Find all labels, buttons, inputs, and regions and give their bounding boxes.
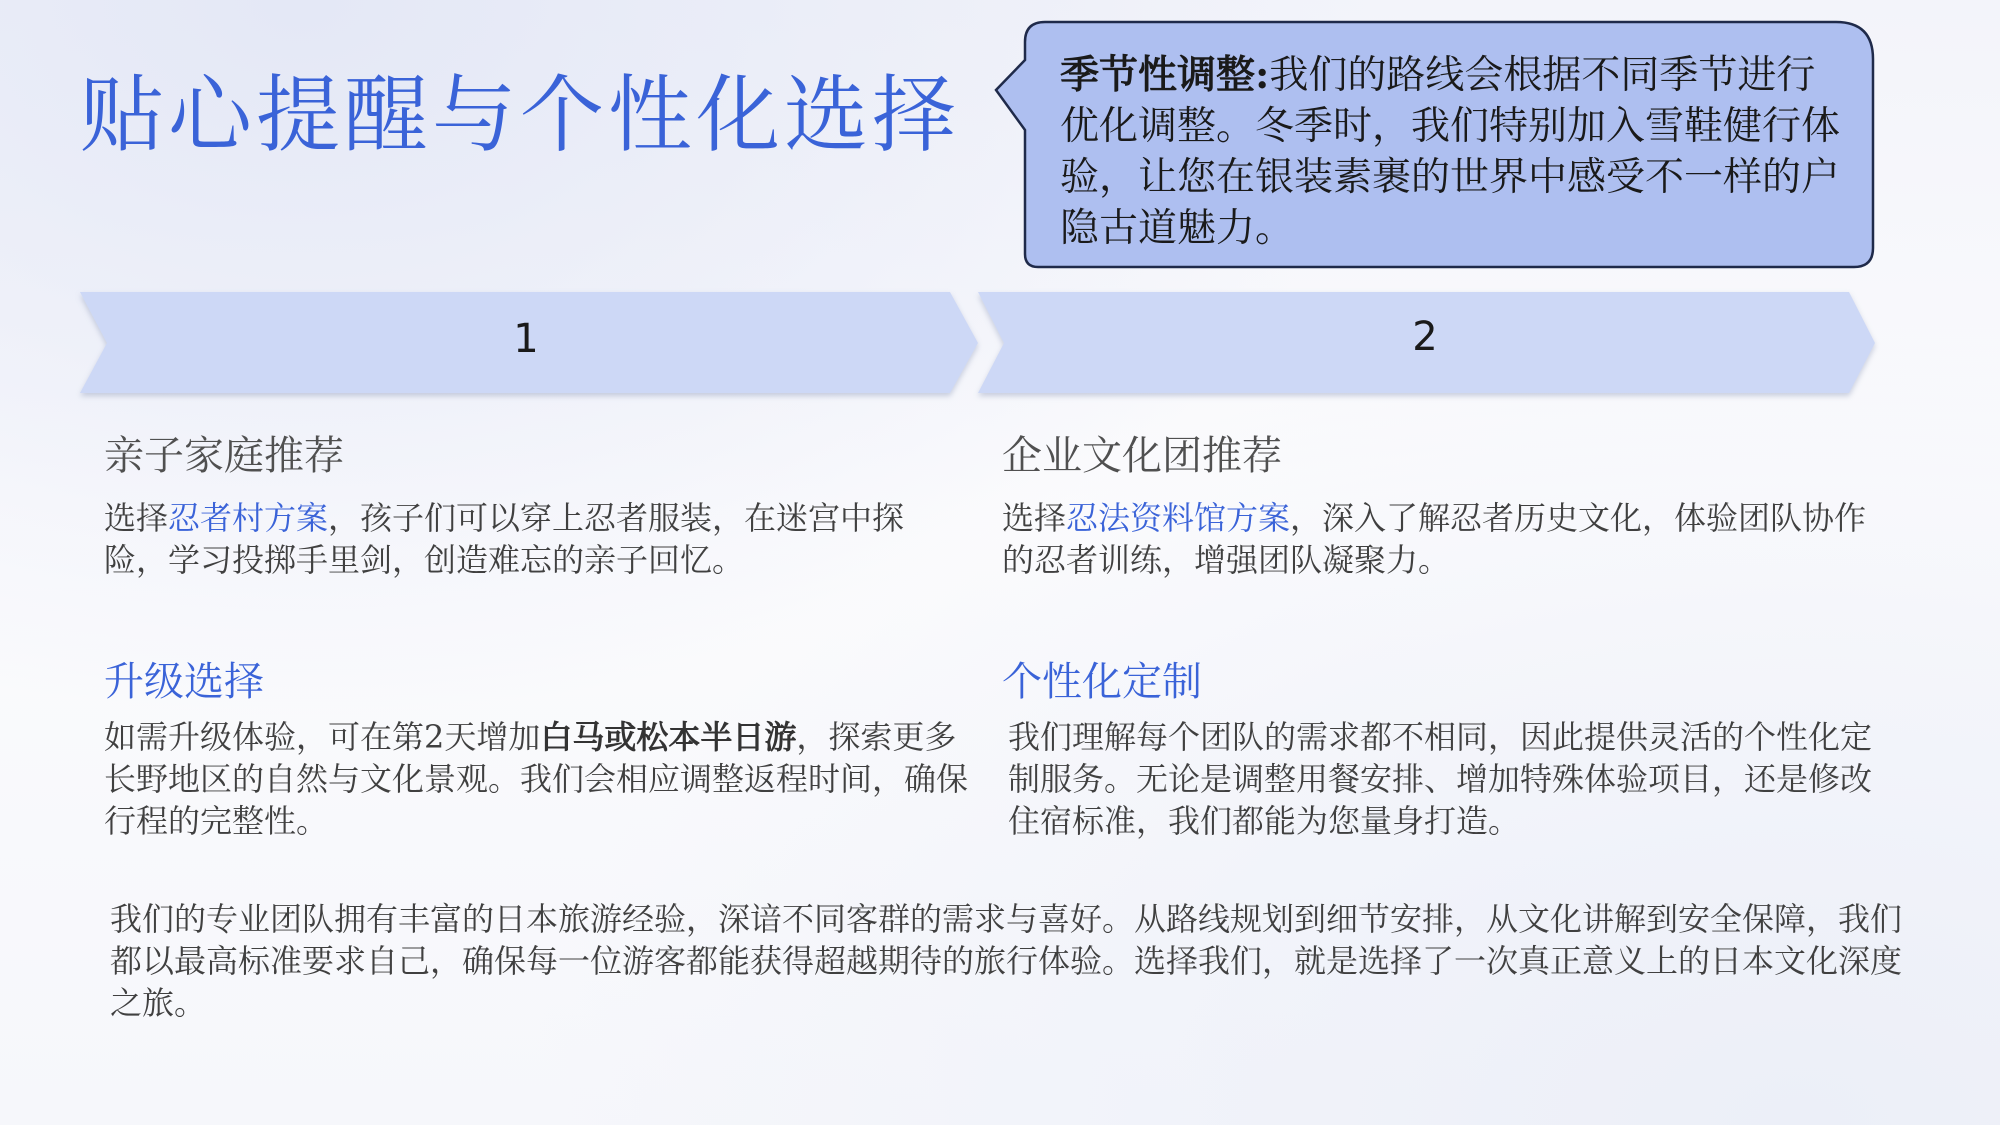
upgrade-text — [104, 716, 974, 842]
upgrade-bold-option: 白马或松本半日游 — [540, 718, 797, 756]
corporate-recommendation-heading: 企业文化团推荐 — [1002, 433, 1282, 479]
family-text-before: 选择 — [104, 499, 169, 537]
upgrade-heading: 升级选择 — [104, 659, 264, 705]
corporate-recommendation-text — [1002, 497, 1882, 581]
footer-paragraph: 我们的专业团队拥有丰富的日本旅游经验，深谙不同客群的需求与喜好。从路线规划到细节安排，从文化讲解到安全保障，我们都以最高标准要求自己，确保每一位游客都能获得超越期待的旅行体验。选择我们，就是选择了一次真正意义上的日本文化深度之旅。 — [110, 900, 1903, 1022]
callout-body: 我们的路线会根据不同季节进行优化调整。冬季时，我们特别加入雪鞋健行体验，让您在银装素裹的世界中感受不一样的户隐古道魅力。 — [1060, 53, 1841, 251]
corporate-text-before: 选择 — [1002, 499, 1067, 537]
family-text-after: ，孩子们可以穿上忍者服装，在迷宫中探险，学习投掷手里剑，创造难忘的亲子回忆。 — [104, 499, 905, 579]
upgrade-text-before: 如需升级体验，可在第2天增加 — [104, 718, 541, 756]
family-recommendation-heading: 亲子家庭推荐 — [104, 433, 344, 479]
step-arrows — [0, 0, 2000, 420]
step-1-number: 1 — [513, 316, 539, 362]
family-recommendation-text — [104, 497, 964, 581]
callout-separator: : — [1255, 52, 1270, 98]
upgrade-text-after: ，探索更多长野地区的自然与文化景观。我们会相应调整返程时间，确保行程的完整性。 — [104, 718, 969, 840]
corporate-plan-highlight: 忍法资料馆方案 — [1066, 499, 1291, 537]
corporate-text-after: ，深入了解忍者历史文化，体验团队协作的忍者训练，增强团队凝聚力。 — [1002, 499, 1867, 579]
step-2-number: 2 — [1412, 314, 1438, 360]
customization-heading: 个性化定制 — [1002, 659, 1202, 705]
family-plan-highlight: 忍者村方案 — [168, 499, 329, 537]
customization-text: 我们理解每个团队的需求都不相同，因此提供灵活的个性化定制服务。无论是调整用餐安排、增加特殊体验项目，还是修改住宿标准，我们都能为您量身打造。 — [1008, 718, 1873, 840]
callout-label: 季节性调整 — [1060, 52, 1256, 98]
page-title: 贴心提醒与个性化选择 — [80, 66, 961, 164]
